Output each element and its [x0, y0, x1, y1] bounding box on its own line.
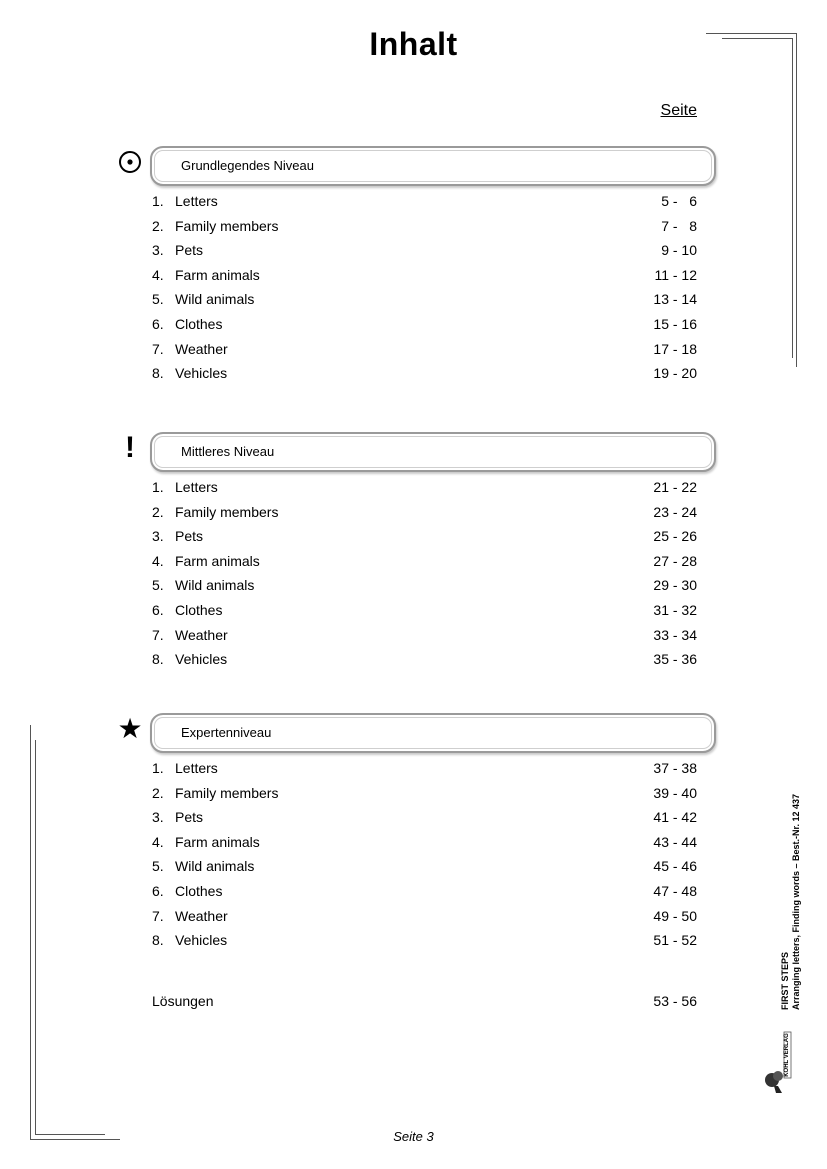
toc-row	[152, 577, 697, 602]
row-number: 4.	[152, 266, 164, 283]
toc-row	[152, 218, 697, 243]
row-pages: 33 - 34	[653, 626, 697, 643]
toc-list	[152, 760, 697, 957]
row-title: Farm animals	[175, 266, 260, 283]
row-pages: 27 - 28	[653, 552, 697, 569]
page-title: Inhalt	[369, 26, 458, 62]
publisher-name: KOHL VERLAG	[784, 1033, 790, 1077]
row-title: Pets	[175, 528, 204, 545]
toc-row	[152, 834, 697, 859]
row-title: Pets	[175, 809, 204, 826]
row-pages: 47 - 48	[653, 882, 697, 899]
row-title: Pets	[175, 242, 204, 259]
section-banner	[150, 713, 716, 753]
row-number: 5.	[152, 291, 164, 308]
row-number: 2.	[152, 784, 164, 801]
solutions-row	[152, 993, 697, 1011]
section-heading: Expertenniveau	[181, 725, 272, 740]
row-pages: 15 - 16	[653, 315, 697, 332]
row-title: Family members	[175, 784, 279, 801]
row-title: Wild animals	[175, 858, 255, 875]
row-number: 1.	[152, 760, 164, 776]
row-pages: 11 - 12	[654, 266, 697, 283]
publisher-logo	[762, 1030, 792, 1094]
row-title: Clothes	[175, 601, 223, 618]
row-title: Vehicles	[175, 932, 228, 949]
row-number: 8.	[152, 932, 164, 949]
toc-row	[152, 479, 697, 504]
toc-row	[152, 242, 697, 267]
toc-row	[152, 908, 697, 933]
toc-row	[152, 504, 697, 529]
row-number: 7.	[152, 340, 164, 357]
row-pages: 9 - 10	[661, 242, 697, 259]
row-title: Vehicles	[175, 651, 228, 668]
page-column-label: Seite	[660, 102, 697, 119]
solutions-label: Lösungen	[152, 993, 214, 1009]
row-title: Farm animals	[175, 833, 260, 850]
row-title: Farm animals	[175, 552, 260, 569]
toc-row	[152, 785, 697, 810]
section-banner	[150, 146, 716, 186]
frame-line-right-inner	[792, 38, 793, 358]
toc-row	[152, 291, 697, 316]
toc-row	[152, 365, 697, 390]
row-number: 3.	[152, 528, 164, 545]
toc-row	[152, 858, 697, 883]
side-imprint-subtitle: Arranging letters, Finding words – Best.-Nr. 12 437	[791, 793, 801, 1010]
row-pages: 5 - 6	[661, 193, 697, 209]
toc-row	[152, 528, 697, 553]
row-pages: 51 - 52	[653, 932, 697, 949]
row-title: Family members	[175, 503, 279, 520]
row-title: Vehicles	[175, 365, 228, 382]
toc-row	[152, 341, 697, 366]
row-title: Wild animals	[175, 291, 255, 308]
frame-line-left-inner	[35, 740, 36, 1135]
row-number: 8.	[152, 651, 164, 668]
row-pages: 31 - 32	[653, 601, 697, 618]
row-number: 3.	[152, 809, 164, 826]
row-number: 7.	[152, 626, 164, 643]
row-number: 1.	[152, 479, 164, 495]
row-number: 7.	[152, 907, 164, 924]
toc-list	[152, 479, 697, 676]
section-heading: Grundlegendes Niveau	[181, 158, 314, 173]
side-imprint	[776, 720, 814, 1010]
section-banner	[150, 432, 716, 472]
toc-row	[152, 193, 697, 218]
page-footer: Seite 3	[393, 1129, 434, 1144]
row-number: 5.	[152, 577, 164, 594]
row-title: Weather	[175, 626, 228, 643]
toc-row	[152, 602, 697, 627]
row-number: 8.	[152, 365, 164, 382]
target-icon	[116, 148, 144, 176]
toc-row	[152, 651, 697, 676]
row-pages: 39 - 40	[653, 784, 697, 801]
row-pages: 49 - 50	[653, 907, 697, 924]
section-heading: Mittleres Niveau	[181, 444, 275, 459]
row-number: 1.	[152, 193, 164, 209]
toc-row	[152, 553, 697, 578]
row-number: 4.	[152, 833, 164, 850]
toc-row	[152, 316, 697, 341]
exclamation-icon: !	[125, 431, 135, 464]
row-title: Letters	[175, 479, 218, 495]
star-icon: ★	[117, 713, 143, 744]
row-pages: 13 - 14	[653, 291, 697, 308]
row-pages: 41 - 42	[653, 809, 697, 826]
row-pages: 25 - 26	[653, 528, 697, 545]
row-pages: 7 - 8	[661, 217, 697, 234]
row-pages: 37 - 38	[653, 760, 697, 776]
row-pages: 29 - 30	[653, 577, 697, 594]
side-imprint-title: FIRST STEPS	[780, 951, 790, 1010]
row-number: 4.	[152, 552, 164, 569]
row-number: 3.	[152, 242, 164, 259]
row-pages: 43 - 44	[653, 833, 697, 850]
row-pages: 23 - 24	[653, 503, 697, 520]
toc-row	[152, 760, 697, 785]
row-number: 5.	[152, 858, 164, 875]
toc-list	[152, 193, 697, 390]
row-title: Weather	[175, 907, 228, 924]
row-number: 6.	[152, 882, 164, 899]
row-title: Letters	[175, 193, 218, 209]
row-number: 2.	[152, 217, 164, 234]
row-pages: 19 - 20	[653, 365, 697, 382]
toc-row	[152, 627, 697, 652]
row-pages: 45 - 46	[653, 858, 697, 875]
row-title: Letters	[175, 760, 218, 776]
row-title: Family members	[175, 217, 279, 234]
solutions-pages: 53 - 56	[653, 993, 697, 1009]
frame-line-left-outer	[30, 725, 31, 1140]
toc-row	[152, 809, 697, 834]
row-title: Clothes	[175, 882, 223, 899]
row-pages: 17 - 18	[653, 340, 697, 357]
row-title: Clothes	[175, 315, 223, 332]
row-title: Weather	[175, 340, 228, 357]
row-pages: 35 - 36	[653, 651, 697, 668]
frame-line-right-outer	[796, 33, 797, 367]
row-number: 6.	[152, 315, 164, 332]
toc-row	[152, 932, 697, 957]
toc-row	[152, 267, 697, 292]
row-pages: 21 - 22	[653, 479, 697, 495]
row-number: 2.	[152, 503, 164, 520]
toc-row	[152, 883, 697, 908]
row-title: Wild animals	[175, 577, 255, 594]
row-number: 6.	[152, 601, 164, 618]
